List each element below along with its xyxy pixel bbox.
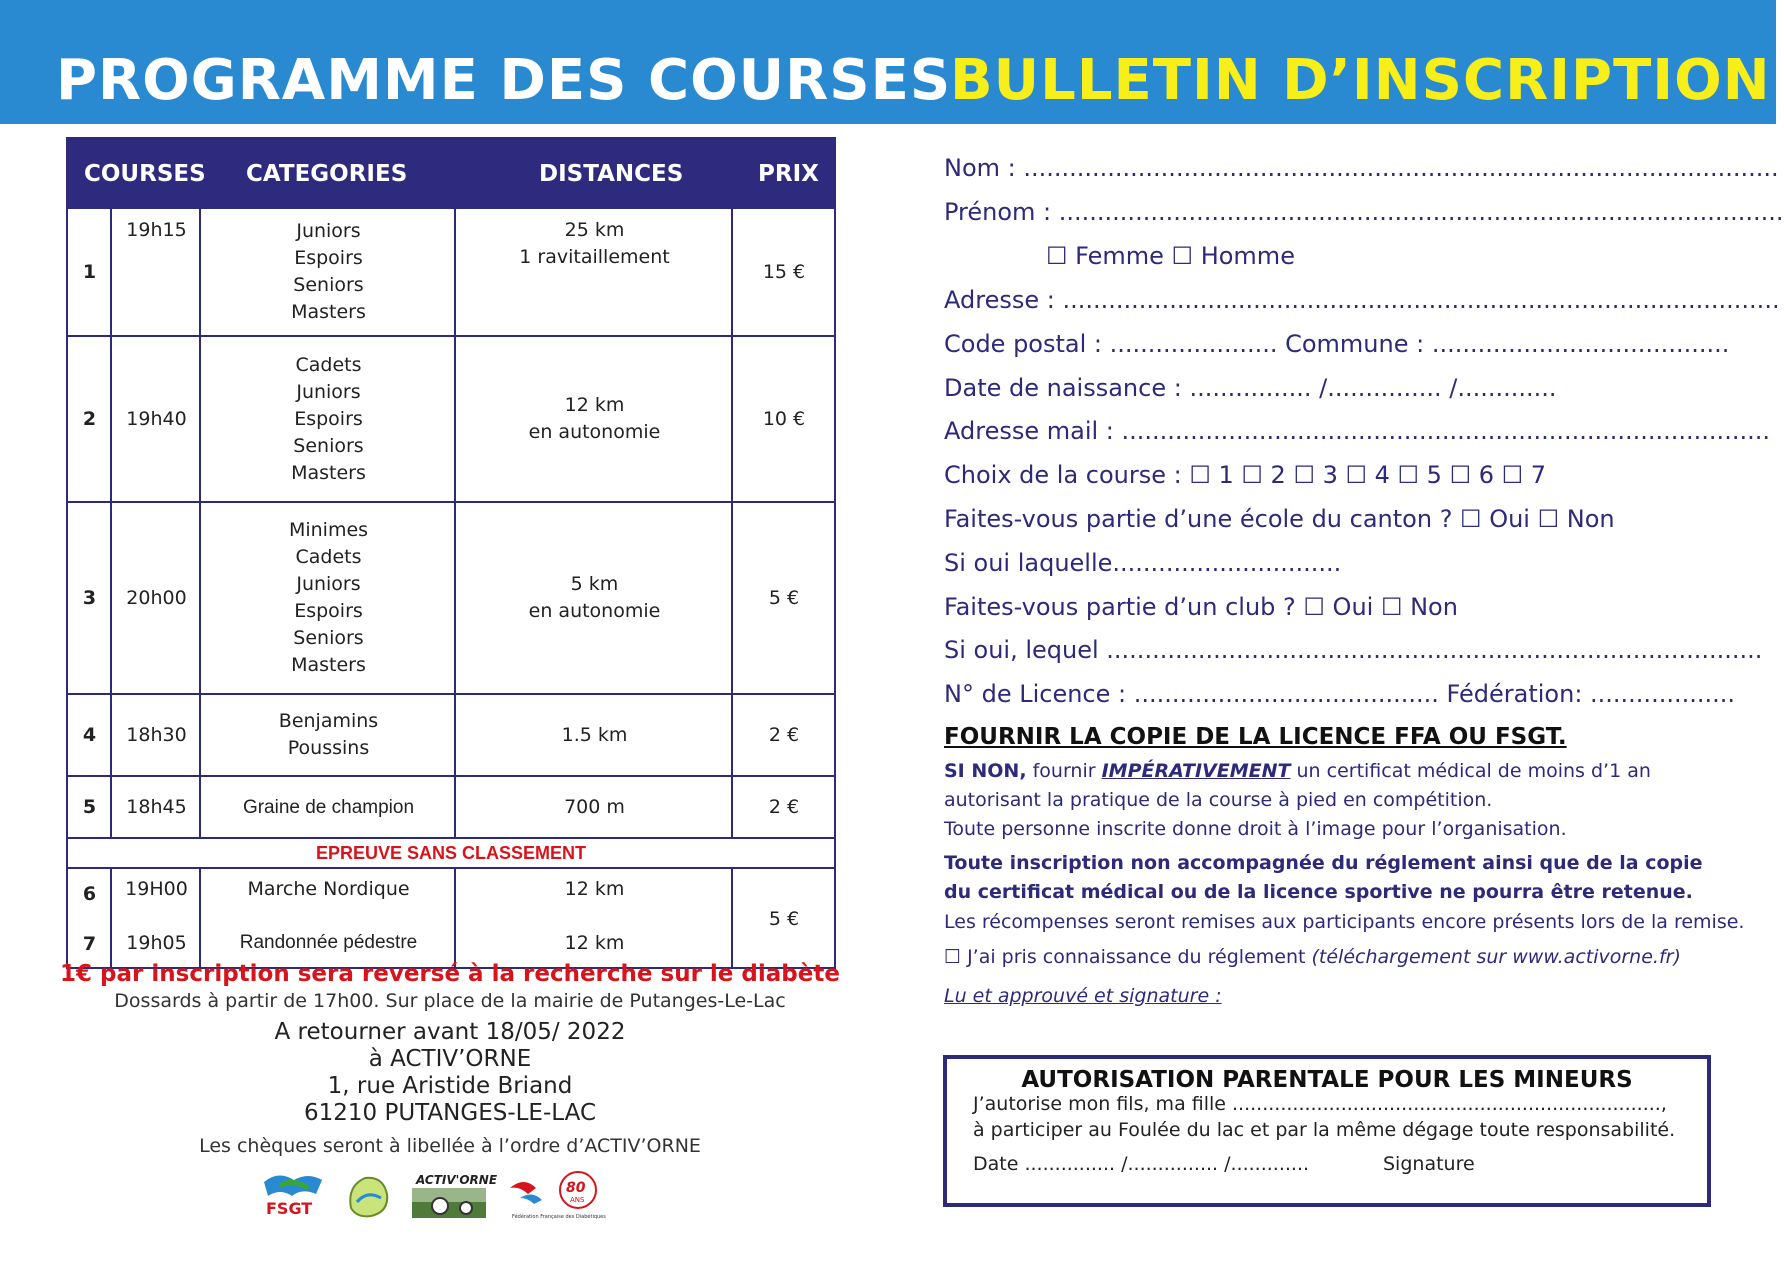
distance-value: 25 km	[564, 219, 625, 241]
reglement-text: ☐ J’ai pris connaissance du réglement	[944, 946, 1312, 968]
course-distance	[457, 209, 732, 335]
return-address	[60, 1019, 840, 1127]
imperativement-text: IMPÉRATIVEMENT	[1101, 760, 1291, 782]
category: Masters	[291, 654, 366, 676]
course-distance: 12 km	[564, 932, 625, 954]
ecole-laquelle-field[interactable]: Si oui laquelle..............................	[944, 549, 1342, 577]
category: Espoirs	[294, 407, 363, 430]
reglement-checkbox[interactable]	[944, 946, 1681, 968]
no-ranking-separator: EPREUVE SANS CLASSEMENT	[68, 837, 834, 867]
fournir-text: fournir	[1026, 760, 1102, 782]
course-number: 5	[82, 795, 97, 818]
distance-note: 1 ravitaillement	[519, 246, 670, 268]
course-price: 2 €	[768, 795, 800, 818]
course-categories	[202, 209, 455, 335]
authorization-date-field[interactable]: Date ............... /............... /.............	[973, 1153, 1310, 1175]
table-row	[68, 693, 834, 775]
si-non-label: SI NON,	[944, 760, 1027, 782]
adresse-mail-field[interactable]: Adresse mail : .....................................................................................	[944, 417, 1770, 445]
donation-notice: 1€ par inscription sera reversé à la recherche sur le diabète	[60, 961, 840, 987]
autorisant-note: autorisant la pratique de la course à pied en compétition.	[944, 789, 1493, 811]
warning-line-2: du certificat médical ou de la licence sportive ne pourra être retenue.	[944, 881, 1693, 903]
distance-value: 1.5 km	[561, 723, 628, 746]
course-distance	[457, 503, 732, 693]
category: Masters	[291, 301, 366, 323]
race-programme-table	[66, 137, 836, 969]
category: Cadets	[295, 546, 362, 568]
course-number: 2	[82, 407, 97, 430]
programme-title: PROGRAMME DES COURSES	[56, 48, 952, 113]
licence-copy-heading: FOURNIR LA COPIE DE LA LICENCE FFA OU FSGT.	[944, 724, 1567, 750]
parental-authorization-box	[943, 1055, 1711, 1207]
table-row-group	[68, 867, 834, 967]
table-row	[68, 501, 834, 693]
category: Juniors	[296, 573, 361, 595]
distance-value: 5 km	[570, 573, 619, 595]
date-naissance-field[interactable]: Date de naissance : ................ /............... /.............	[944, 374, 1557, 402]
course-categories	[202, 695, 455, 775]
course-categories	[202, 777, 455, 837]
distance-note: en autonomie	[528, 600, 661, 622]
table-row	[68, 207, 834, 335]
return-org: à ACTIV’ORNE	[368, 1046, 532, 1072]
course-time: 18h45	[126, 795, 187, 818]
category: Poussins	[287, 737, 370, 759]
distance-note: en autonomie	[528, 421, 661, 443]
recompenses-note: Les récompenses seront remises aux participants encore présents lors de la remise.	[944, 911, 1745, 933]
course-category: Marche Nordique	[247, 878, 410, 900]
course-number: 4	[82, 723, 97, 746]
svg-text:ANS: ANS	[570, 1196, 585, 1204]
dossards-info: Dossards à partir de 17h00. Sur place de la mairie de Putanges-Le-Lac	[114, 990, 786, 1012]
svg-text:80: 80	[566, 1180, 586, 1196]
club-lequel-field[interactable]: Si oui, lequel ......................................................................................	[944, 636, 1763, 664]
course-price: 10 €	[762, 407, 806, 430]
category: Masters	[291, 461, 366, 484]
region-logo	[343, 1168, 393, 1222]
course-distance	[457, 337, 732, 501]
category: Espoirs	[294, 600, 363, 622]
course-price: 5 €	[768, 586, 800, 609]
category: Juniors	[296, 380, 361, 403]
authorization-child-line[interactable]: J’autorise mon fils, ma fille .......................................................................,	[973, 1093, 1667, 1115]
distance-value: 12 km	[564, 394, 625, 416]
lu-approuve-signature[interactable]: Lu et approuvé et signature :	[944, 985, 1222, 1007]
course-time: 19H00	[125, 878, 188, 900]
course-price: 15 €	[762, 260, 806, 283]
header-categories: CATEGORIES	[246, 161, 408, 187]
bulletin-title: BULLETIN D’INSCRIPTION	[950, 48, 1771, 113]
course-price: 2 €	[768, 723, 800, 746]
prenom-field[interactable]: Prénom : ...............................................................................................	[944, 198, 1784, 226]
course-categories	[202, 503, 455, 693]
category: Seniors	[293, 434, 364, 457]
course-time: 18h30	[126, 723, 187, 746]
course-time: 19h15	[126, 219, 187, 241]
course-choice-checkboxes[interactable]: Choix de la course : ☐ 1 ☐ 2 ☐ 3 ☐ 4 ☐ 5 ☐ 6 ☐ 7	[944, 461, 1547, 489]
reglement-download-link[interactable]: (téléchargement sur www.activorne.fr)	[1311, 946, 1681, 968]
image-rights-note: Toute personne inscrite donne droit à l’image pour l’organisation.	[944, 818, 1567, 840]
category: Espoirs	[294, 247, 363, 269]
course-time: 19h05	[126, 932, 187, 954]
category: Seniors	[293, 627, 364, 649]
course-distance	[457, 777, 732, 837]
course-number: 3	[82, 586, 97, 609]
category: Minimes	[288, 519, 369, 541]
authorization-responsibility-line: à participer au Foulée du lac et par la même dégage toute responsabilité.	[973, 1119, 1676, 1141]
return-street: 1, rue Aristide Briand	[327, 1073, 573, 1099]
category: Seniors	[293, 274, 364, 296]
category: Graine de champion	[242, 796, 415, 818]
svg-text:FSGT: FSGT	[266, 1199, 313, 1218]
club-question[interactable]: Faites-vous partie d’un club ? ☐ Oui ☐ Non	[944, 593, 1458, 621]
table-row	[68, 775, 834, 837]
course-time: 20h00	[126, 586, 187, 609]
activorne-logo	[410, 1168, 498, 1222]
category: Cadets	[295, 353, 362, 376]
certificat-text: un certificat médical de moins d’1 an	[1290, 760, 1651, 782]
course-number: 6	[82, 883, 97, 905]
return-city: 61210 PUTANGES-LE-LAC	[303, 1100, 596, 1126]
course-time: 19h40	[126, 407, 187, 430]
course-categories	[202, 337, 455, 501]
code-postal-commune-field[interactable]: Code postal : ...................... Commune : .......................................	[944, 330, 1730, 358]
svg-text:Fédération Française des Diabé: Fédération Française des Diabétiques	[512, 1214, 606, 1220]
header-courses: COURSES	[84, 161, 206, 187]
course-number: 7	[82, 933, 97, 955]
header-prix: PRIX	[758, 161, 819, 187]
adresse-field[interactable]: Adresse : ..............................................................................................	[944, 286, 1780, 314]
cheques-info: Les chèques seront à libellée à l’ordre d’ACTIV’ORNE	[199, 1135, 701, 1157]
nom-field[interactable]: Nom : ...................................................................................................	[944, 154, 1779, 182]
course-category: Randonnée pédestre	[239, 932, 418, 953]
licence-federation-field[interactable]: N° de Licence : ........................................ Fédération: ...................	[944, 680, 1735, 708]
certificate-note	[944, 760, 1651, 782]
category: Benjamins	[278, 710, 379, 732]
ecole-canton-question[interactable]: Faites-vous partie d’une école du canton ? ☐ Oui ☐ Non	[944, 505, 1615, 533]
sexe-checkboxes[interactable]: ☐ Femme ☐ Homme	[1046, 242, 1295, 270]
warning-line-1: Toute inscription non accompagnée du réglement ainsi que de la copie	[944, 852, 1703, 874]
header-distances: DISTANCES	[539, 161, 684, 187]
authorization-signature-field[interactable]: Signature	[1383, 1153, 1475, 1175]
course-number: 1	[82, 260, 97, 283]
table-header	[68, 139, 834, 207]
table-row	[68, 335, 834, 501]
federation-diabetiques-logo	[506, 1168, 606, 1222]
course-distance	[457, 695, 732, 775]
course-distance: 12 km	[564, 878, 625, 900]
distance-value: 700 m	[564, 795, 625, 818]
return-deadline: A retourner avant 18/05/ 2022	[274, 1019, 626, 1045]
svg-text:ACTIV'ORNE: ACTIV'ORNE	[416, 1173, 498, 1187]
fsgt-logo	[258, 1168, 328, 1222]
course-price: 5 €	[768, 908, 800, 930]
category: Juniors	[296, 220, 361, 242]
authorization-title: AUTORISATION PARENTALE POUR LES MINEURS	[1021, 1067, 1633, 1093]
